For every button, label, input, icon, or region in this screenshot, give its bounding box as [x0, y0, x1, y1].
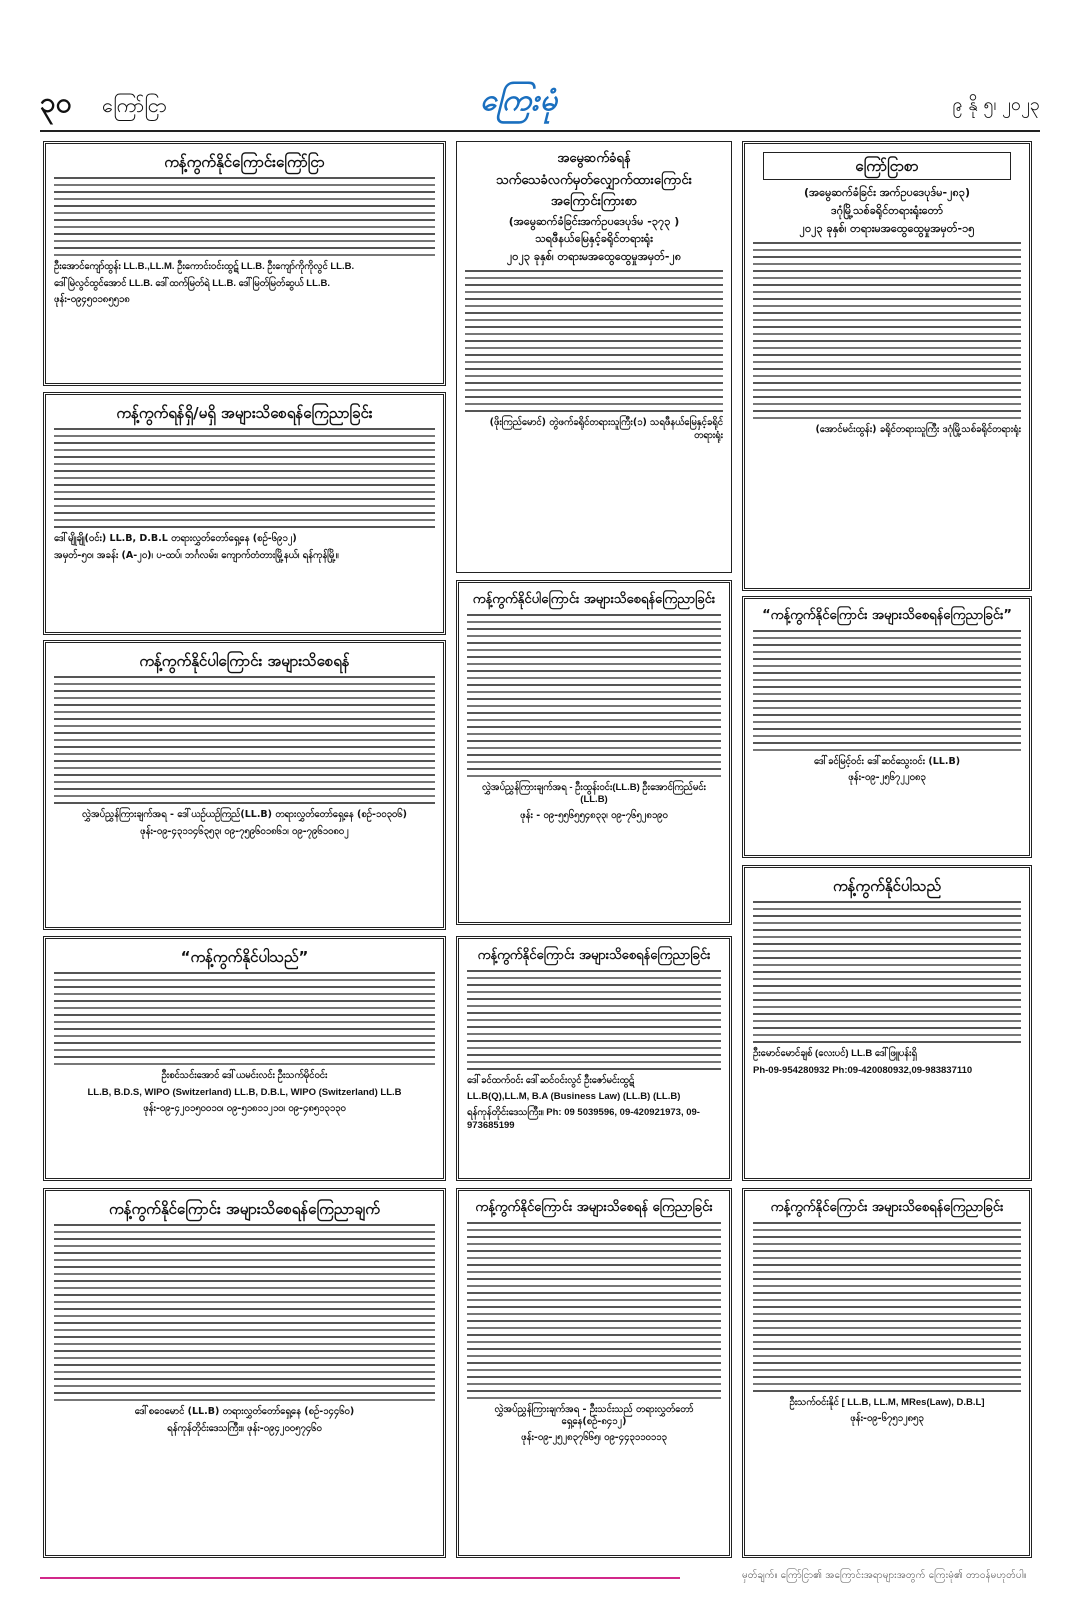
ad-objection-notice-11 [742, 1188, 1032, 1558]
ad-court-name: သရဖီနယ်မြေနှင့်ခရိုင်တရားရုံး [535, 232, 653, 246]
ad-signatories: ဒေါ်မြဲလွင်ထွင်အောင် LL.B. ဒေါ်ထက်မြတ်ရဲ LL.B. ဒေါ်မြတ်မြတ်ဆွယ် LL.B. [54, 277, 331, 289]
ad-body [753, 242, 1021, 419]
ad-objection-notice-1 [43, 141, 446, 386]
ad-objection-notice-2 [43, 392, 446, 635]
ad-contact: ဖုန်း-၀၉-၂၅၆၇၂၂၀၈၃ [848, 771, 926, 783]
ad-title-line-2: သက်သေခံလက်မှတ်လျှောက်ထားကြောင်း [496, 172, 692, 188]
ad-contact: ရန်ကုန်တိုင်းဒေသကြီး။ Ph: 09 5039596, 09-420921973, 09-973685199 [467, 1107, 700, 1131]
ad-contact: ဖုန်း-၀၉၄၅၀၁၈၅၅၁၈ [54, 293, 130, 305]
ad-title-line-3: အကြောင်းကြားစာ [550, 194, 638, 210]
ad-body [467, 1222, 721, 1399]
page-header [40, 80, 1040, 130]
ad-objection-notice-7 [456, 936, 732, 1181]
footer-rule [40, 1577, 680, 1579]
ad-contact: ဖုန်း-၀၉-၂၅၂၈၃၇၆၆၅၊ ၀၉-၄၄၃၁၁၀၁၁၃ [521, 1432, 667, 1444]
ad-signatory: (အောင်မင်းထွန်း) ခရိုင်တရားသူကြီး ဒဂုံမြို့သစ်ခရိုင်တရားရုံး [815, 423, 1021, 435]
ad-objection-notice-8 [456, 1188, 732, 1558]
ad-signatory: ဒေါ်ခင်မြင့်ဝင်း ဒေါ်ဆင်သွေးဝင်း (LL.B) [813, 755, 961, 767]
ad-body [54, 676, 435, 804]
ad-title: ကန့်ကွက်နိုင်ကြောင်းကြော်ငြာ [164, 153, 325, 171]
ad-objection-notice-4 [43, 936, 446, 1181]
ad-case-number: ၂၀၂၃ ခုနှစ်၊ တရားမအထွေထွေမှုအမှတ်-၁၅ [799, 221, 975, 235]
page-section: ကြော်ငြာ [102, 93, 168, 117]
ad-body [467, 614, 721, 777]
ad-title: ကြော်ငြာစာ [763, 152, 1011, 180]
ad-title: အမွေဆက်ခံရန် [557, 151, 631, 166]
ad-subtitle: (အမွေဆက်ခံခြင်းအက်ဥပဒေပုဒ်မ -၃၇၃ ) [508, 214, 680, 228]
masthead-logo: ကြေးမုံ [480, 83, 559, 118]
ad-objection-notice-10 [742, 865, 1032, 1181]
ad-body [54, 177, 435, 256]
ad-title: ကန့်ကွက်နိုင်ပါကြောင်း အများသိစေရန် [139, 652, 350, 670]
ad-body [753, 630, 1021, 751]
ad-signatory: ဦးသက်ဝင်းနိုင် [ LL.B, LL.M, MRes(Law), D.B.L] [789, 1396, 985, 1408]
ad-signatory: ဒေါ်စဝေမောင် (LL.B) တရားလွှတ်တော်ရှေ့နေ (စဉ်-၁၄၄၆၀) [134, 1406, 355, 1418]
ad-signatories: ဦးမောင်မောင်ချစ် (လေးပင်) LL.B ဒေါ်ဖြူပန်းရှိ [753, 1048, 917, 1060]
ad-court-notice [742, 141, 1032, 591]
ad-body [753, 901, 1021, 1043]
ad-objection-notice-9 [742, 596, 1032, 858]
ad-title: ကန့်ကွက်နိုင်ပါသည် [832, 877, 942, 895]
ad-contact: ရန်ကုန်တိုင်းဒေသကြီး။ ဖုန်း-၀၉၄၂၀၀၅၇၄၆၀ [167, 1422, 322, 1434]
ad-title: ကန့်ကွက်နိုင်ကြောင်း အများသိစေရန်ကြေညာခြင်း [770, 1200, 1004, 1215]
ad-title: ကန့်ကွက်နိုင်ကြောင်း အများသိစေရန်ကြေညာခြင်း [477, 948, 711, 963]
ad-contact: Ph-09-954280932 Ph:09-420080932,09-983837110 [753, 1064, 973, 1076]
ad-signatories: ဦးအောင်ကျော်ထွန်း LL.B.,LL.M. ဦးကောင်းဝင်းထွဋ် LL.B. ဦးကျော်ကိုကိုလွင် LL.B. [54, 261, 355, 273]
ad-body [54, 428, 435, 528]
ad-signatory: ဒေါ်မျိုချို(၀င်း) LL.B, D.B.L တရားလွှတ်တော်ရှေ့နေ (စဉ်-၆၉၁၂) [54, 533, 297, 545]
ad-signatory: (ဖိုးကြည်မောင်) တွဲဖက်ခရိုင်တရားသူကြီး(၁) သရဖီနယ်မြေနှင့်ခရိုင်တရားရုံး [489, 417, 723, 441]
ad-signatory: လွှဲအပ်ညွှန်ကြားချက်အရ - ဒေါ်ယဉ်ယဉ်ကြည်(LL.B) တရားလွှတ်တော်ရှေ့နေ (စဉ်-၁၀၃၀၆) [82, 809, 407, 821]
ad-succession-certificate-notice [456, 141, 732, 573]
ad-body [467, 970, 721, 1070]
footer-note: မှတ်ချက်။ ကြော်ငြာ၏ အကြောင်းအရာများအတွက် ကြေးမုံ၏ တာဝန်မဟုတ်ပါ။ [742, 1570, 1027, 1581]
ad-title: “ကန့်ကွက်နိုင်ကြောင်း အများသိစေရန်ကြေညာခြင်း” [762, 608, 1012, 623]
ad-signatories: ဒေါ်ခင်ထက်ဝင်း ဒေါ်ဆင်ဝင်းလွင် ဦးဇော်မင်းထွဋ် [467, 1074, 635, 1086]
ad-objection-notice-5 [43, 1188, 446, 1558]
ad-case-number: ၂၀၂၃ ခုနှစ်၊ တရားမအထွေထွေမှုအမှတ်-၂၈ [506, 250, 682, 264]
ad-title: ကန့်ကွက်ရန်ရှိ/မရှိ အများသိစေရန်ကြေညာခြင်း [116, 404, 373, 422]
page-date: ၉ နို ၅၊ ၂၀၂၃ [952, 94, 1040, 115]
ad-body [465, 270, 723, 412]
ad-signatory: လွှဲအပ်ညွှန်ကြားချက်အရ - ဦးသင်းသည် တရားလွှတ်တော်ရှေ့နေ(စဉ်-၈၄၁၂) [494, 1403, 694, 1427]
ad-contact: ဖုန်း-၀၉-၄၃၁၁၄၆၃၅၃၊ ၀၉-၇၅၉၆၀၁၈၆၁၊ ၀၉-၇၉၆၁၀၈၀၂ [140, 825, 349, 837]
ad-contact: ဖုန်း - ၀၉-၅၅၆၅၅၄၈၃၃၊ ၀၉-၇၆၅၂၈၁၉၀ [520, 810, 668, 822]
ad-objection-notice-3 [43, 640, 446, 930]
ad-signatories: လွှဲအပ်ညွှန်ကြားချက်အရ - ဦးထွန်းဝင်း(LL.B) ဦးအောင်ကြည်မင်း (LL.B) [482, 781, 706, 805]
ad-objection-notice-6 [456, 580, 732, 925]
ad-contact: ဖုန်း-၀၉-၄၂၀၁၅၀၀၁၀၊ ၀၉-၅၁၈၁၁၂၁၀၊ ၀၉-၄၈၅၁၃၁၃၀ [143, 1102, 346, 1114]
ad-title: ကန့်ကွက်နိုင်ကြောင်း အများသိစေရန်ကြေညာချက် [109, 1200, 380, 1218]
ad-title: “ကန့်ကွက်နိုင်ပါသည်” [180, 948, 309, 966]
ad-signatories: LL.B, B.D.S, WIPO (Switzerland) LL.B, D.B.L, WIPO (Switzerland) LL.B [87, 1086, 402, 1098]
ad-court-name: ဒဂုံမြို့သစ်ခရိုင်တရားရုံးတော် [831, 204, 943, 218]
page-number: ၃၀ [40, 86, 72, 119]
ad-title: ကန့်ကွက်နိုင်ပါကြောင်း အများသိစေရန်ကြေညာခြင်း [472, 592, 716, 607]
header-rule [40, 130, 1040, 132]
ad-contact: ဖုန်း-၀၉-၆၇၅၁၂၈၅၃ [850, 1412, 924, 1424]
ad-title: ကန့်ကွက်နိုင်ကြောင်း အများသိစေရန် ကြေညာခြင်း [475, 1200, 713, 1215]
ad-subtitle: (အမွေဆက်ခံခြင်း အက်ဥပဒေပုဒ်မ-၂၈၃) [803, 186, 970, 200]
ad-body [54, 1224, 435, 1401]
ad-signatories: ဦးစင်သင်းအောင် ဒေါ်ယမင်းလင်း ဦးသက်မိုင်ဝင်း [161, 1070, 328, 1082]
ad-body [54, 972, 435, 1065]
ad-signatories: LL.B(Q),LL.M, B.A (Business Law) (LL.B) (LL.B) [467, 1090, 681, 1102]
ad-contact: အမှတ်-၅၀၊ အခန်း (A-၂၀)၊ ပ-ထပ်၊ ဘင်္ဂလမ်း၊ ကျောက်တံတားမြို့နယ်၊ ရန်ကုန်မြို့။ [54, 549, 339, 561]
ad-body [753, 1222, 1021, 1392]
